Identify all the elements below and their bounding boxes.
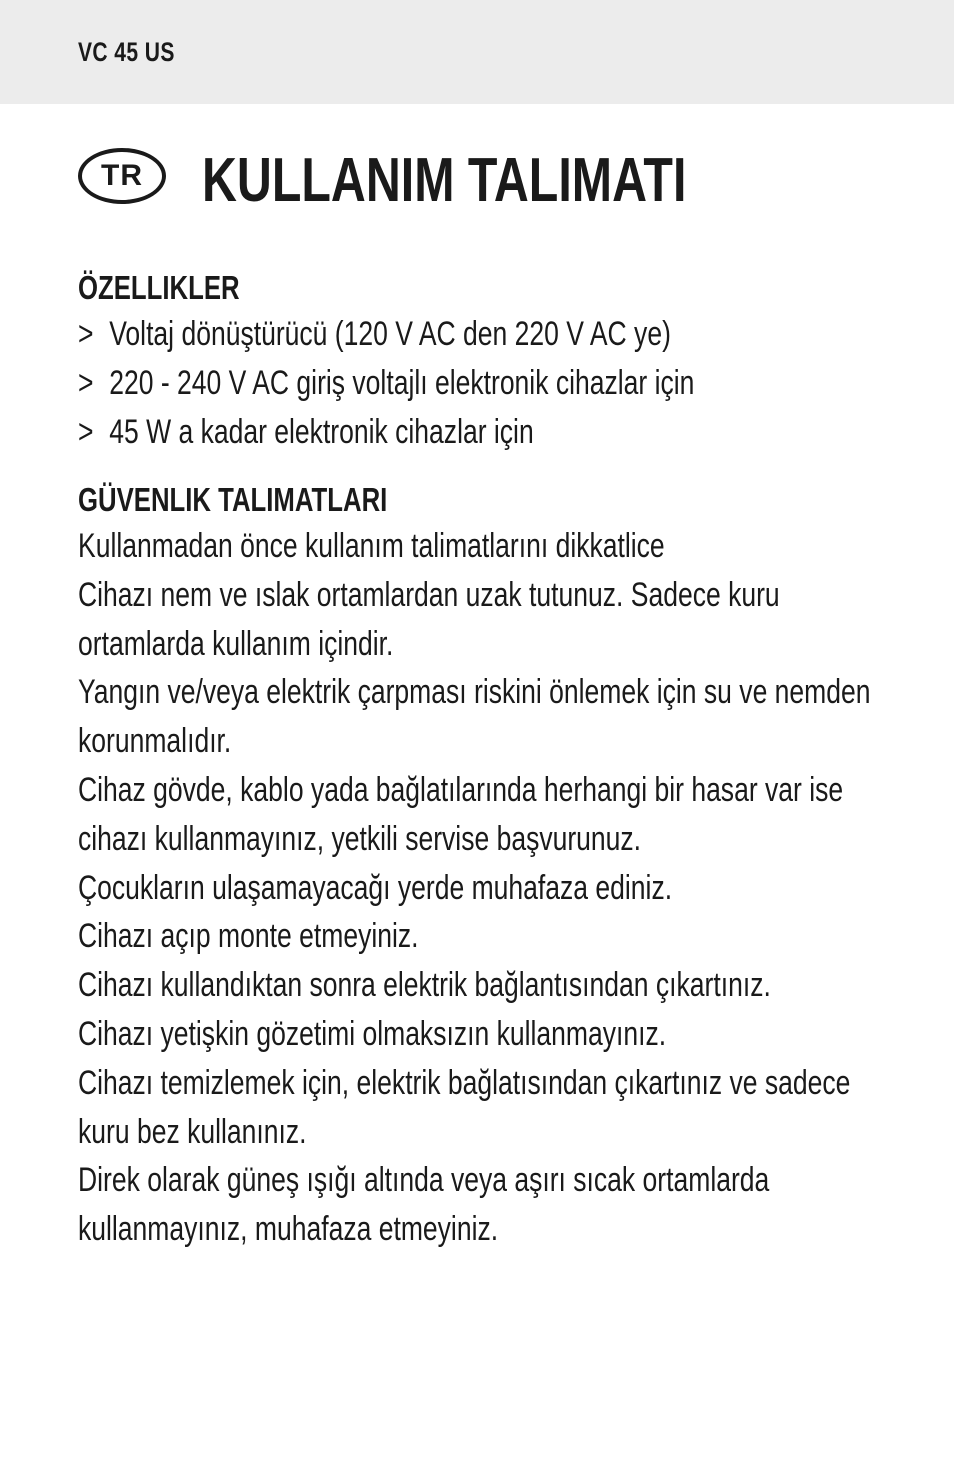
bullet-marker: > xyxy=(78,315,94,353)
text-line: Cihazı kullandıktan sonra elektrik bağlantısından çıkartınız. xyxy=(78,966,771,1005)
text-line: kuru bez kullanınız. xyxy=(78,1112,307,1151)
text-line: Yangın ve/veya elektrik çarpması riskini önlemek için su ve nemden xyxy=(78,673,871,712)
list-item-text: Voltaj dönüştürücü (120 V AC den 220 V AC ye) xyxy=(109,315,671,353)
model-number: VC 45 US xyxy=(78,37,175,67)
text-line: Cihazı açıp monte etmeyiniz. xyxy=(78,917,419,956)
text-line: Kullanmadan önce kullanım talimatlarını dikkatlice xyxy=(78,527,665,565)
text-line: Cihazı yetişkin gözetimi olmaksızın kullanmayınız. xyxy=(78,1014,667,1053)
text-line: korunmalıdır. xyxy=(78,722,232,761)
features-list xyxy=(78,310,936,457)
list-item xyxy=(78,359,936,408)
header-band xyxy=(0,0,954,104)
text-line: Çocukların ulaşamayacağı yerde muhafaza ediniz. xyxy=(78,868,673,907)
text-line: kullanmayınız, muhafaza etmeyiniz. xyxy=(78,1210,499,1249)
text-line: ortamlarda kullanım içindir. xyxy=(78,624,394,663)
bullet-marker: > xyxy=(78,413,94,451)
text-line: Cihaz gövde, kablo yada bağlatılarında herhangi bir hasar var ise xyxy=(78,770,844,809)
safety-text xyxy=(78,522,936,1254)
features-heading: ÖZELLIKLER xyxy=(78,269,240,306)
text-line: Cihazı nem ve ıslak ortamlardan uzak tutunuz. Sadece kuru xyxy=(78,575,780,614)
language-badge: TR xyxy=(78,148,166,204)
bullet-marker: > xyxy=(78,364,94,402)
text-line: Direk olarak güneş ışığı altında veya aşırı sıcak ortamlarda xyxy=(78,1161,770,1200)
list-item-text: 45 W a kadar elektronik cihazlar için xyxy=(109,413,534,451)
text-line: Cihazı temizlemek için, elektrik bağlatısından çıkartınız ve sadece xyxy=(78,1063,851,1102)
features-section xyxy=(78,266,936,457)
safety-section xyxy=(78,478,936,1254)
safety-heading: GÜVENLIK TALIMATLARI xyxy=(78,481,388,518)
list-item-text: 220 - 240 V AC giriş voltajlı elektronik cihazlar için xyxy=(109,364,695,402)
page-title: KULLANIM TALIMATI xyxy=(202,146,687,215)
list-item xyxy=(78,408,936,457)
text-line: cihazı kullanmayınız, yetkili servise başvurunuz. xyxy=(78,819,642,858)
list-item xyxy=(78,310,936,359)
